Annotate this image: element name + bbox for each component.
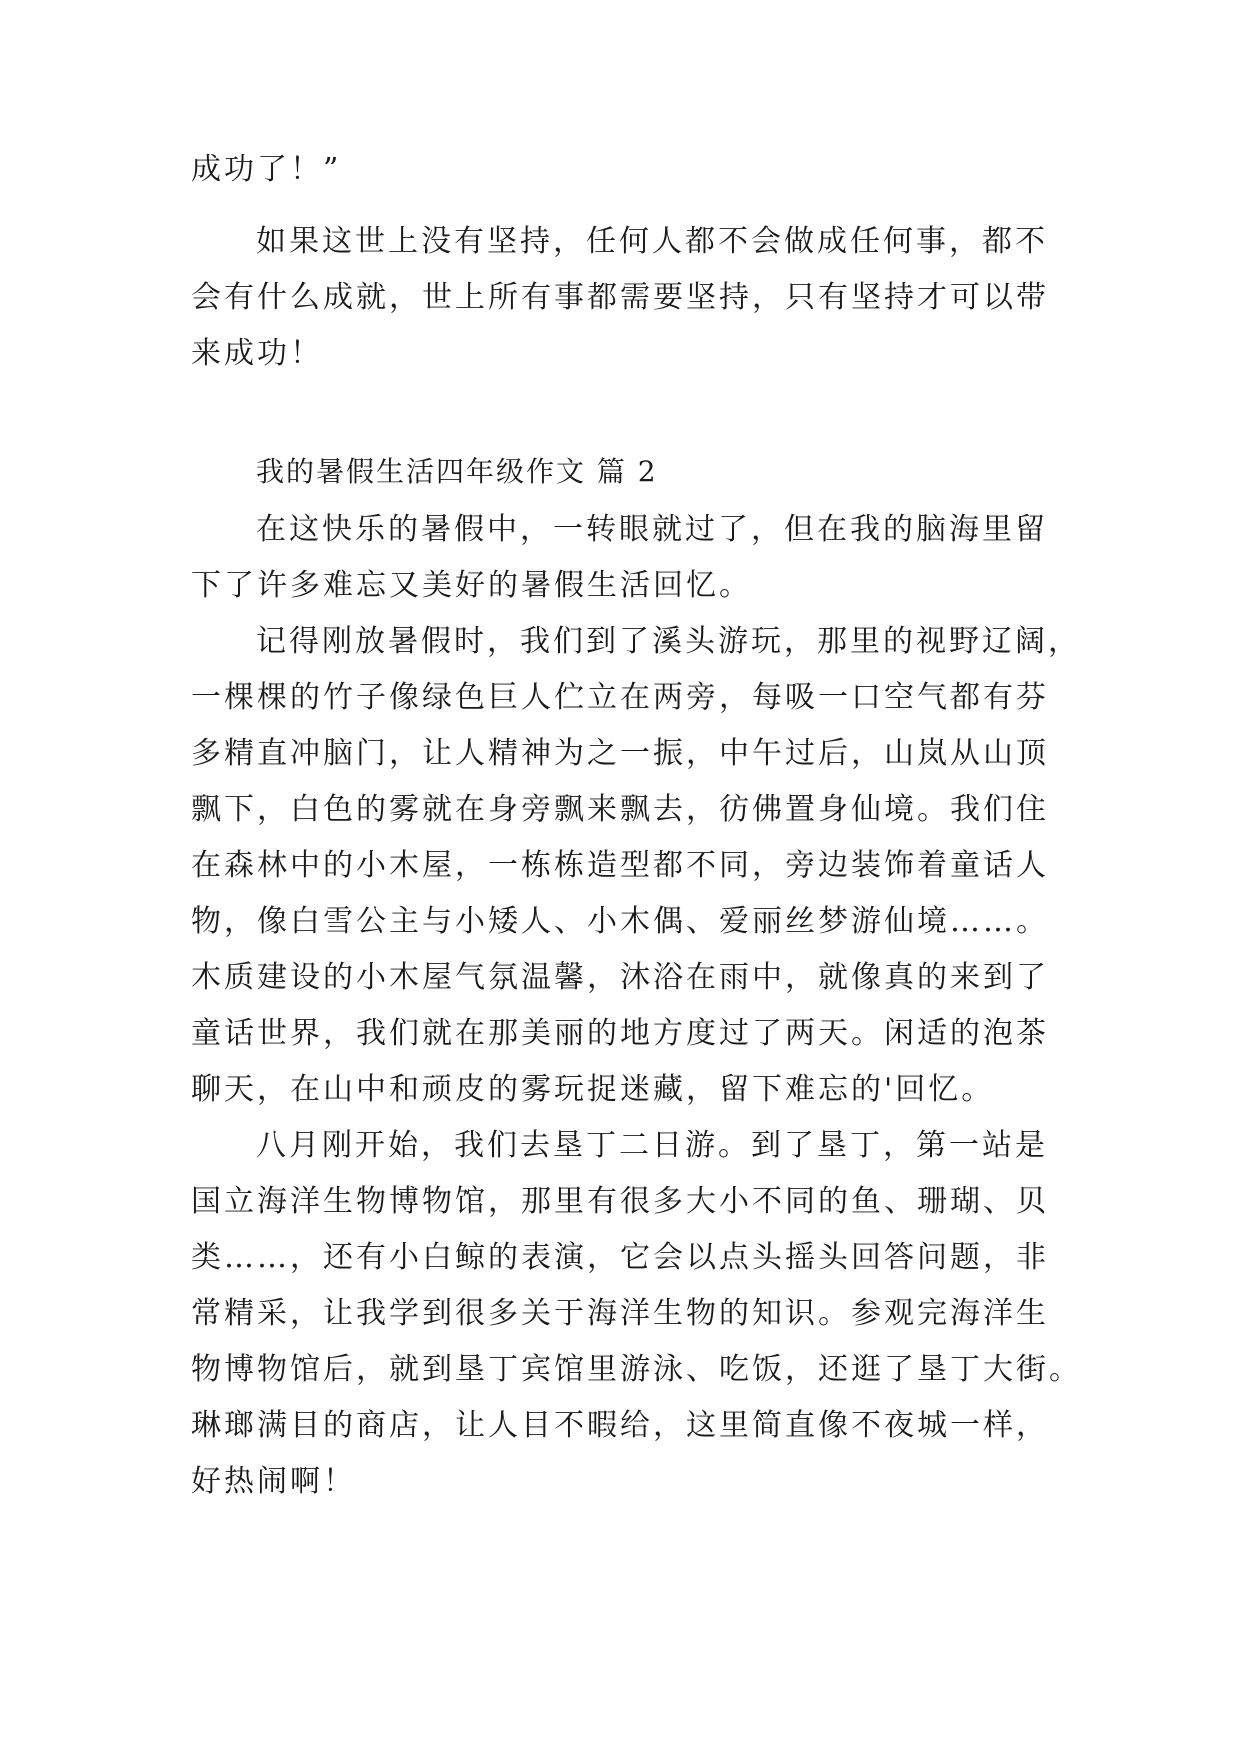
text-line: 下了许多难忘又美好的暑假生活回忆。 <box>191 568 752 603</box>
text-line: 会有什么成就，世上所有事都需要坚持，只有坚持才可以带 <box>191 280 1049 315</box>
text-line: 一棵棵的竹子像绿色巨人伫立在两旁，每吸一口空气都有芬 <box>191 680 1049 715</box>
text-line: 八月刚开始，我们去垦丁二日游。到了垦丁，第一站是 <box>256 1128 1048 1163</box>
text-line: 飘下，白色的雾就在身旁飘来飘去，彷佛置身仙境。我们住 <box>191 792 1049 827</box>
text-line: 好热闹啊！ <box>191 1464 356 1499</box>
text-line: 物博物馆后，就到垦丁宾馆里游泳、吃饭，还逛了垦丁大街。 <box>191 1352 1082 1387</box>
text-line: 多精直冲脑门，让人精神为之一振，中午过后，山岚从山顶 <box>191 736 1049 771</box>
text-line: 物，像白雪公主与小矮人、小木偶、爱丽丝梦游仙境……。 <box>191 904 1049 939</box>
text-line: 在森林中的小木屋，一栋栋造型都不同，旁边装饰着童话人 <box>191 848 1049 883</box>
text-line: 在这快乐的暑假中，一转眼就过了，但在我的脑海里留 <box>256 512 1048 547</box>
text-line: 记得刚放暑假时，我们到了溪头游玩，那里的视野辽阔， <box>256 624 1081 659</box>
text-line: 聊天，在山中和顽皮的雾玩捉迷藏，留下难忘的'回忆。 <box>191 1072 995 1107</box>
text-line: 来成功！ <box>191 336 323 371</box>
text-line: 国立海洋生物博物馆，那里有很多大小不同的鱼、珊瑚、贝 <box>191 1184 1049 1219</box>
section-heading: 我的暑假生活四年级作文 篇 2 <box>256 455 658 488</box>
text-line: 如果这世上没有坚持，任何人都不会做成任何事，都不 <box>256 224 1048 259</box>
text-line: 童话世界，我们就在那美丽的地方度过了两天。闲适的泡茶 <box>191 1016 1049 1051</box>
text-line: 常精采，让我学到很多关于海洋生物的知识。参观完海洋生 <box>191 1296 1049 1331</box>
text-line: 类……，还有小白鲸的表演，它会以点头摇头回答问题，非 <box>191 1240 1049 1275</box>
text-line: 成功了！” <box>191 152 342 187</box>
text-line: 木质建设的小木屋气氛温馨，沐浴在雨中，就像真的来到了 <box>191 960 1049 995</box>
text-line: 琳瑯满目的商店，让人目不暇给，这里简直像不夜城一样， <box>191 1408 1049 1443</box>
